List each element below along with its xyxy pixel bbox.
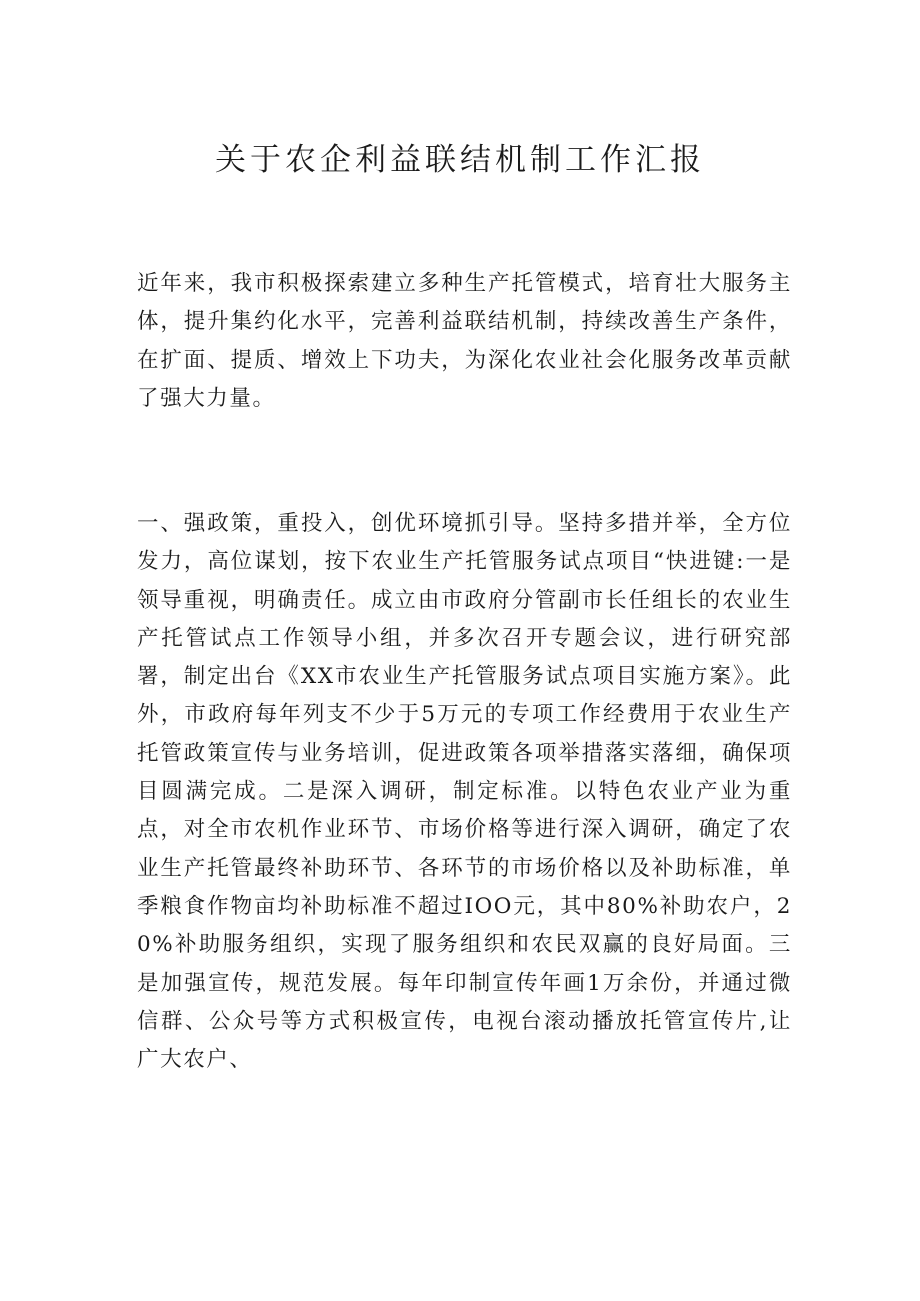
document-title: 关于农企利益联结机制工作汇报 (215, 142, 705, 178)
paragraph-section-1: 一、强政策，重投入，创优环境抓引导。坚持多措并举，全方位发力，高位谋划，按下农业生产托管服务试点项目“快进键:一是领导重视，明确责任。成立由市政府分管副市长任组长的农业生产托管试点工作领导小组，并多次召开专题会议，进行研究部署，制定出台《XX市农业生产托管服务试点项目实施方案》。此外，市政府每年列支不少于5万元的专项工作经费用于农业生产托管政策宣传与业务培训，促进政策各项举措落实落细，确保项目圆满完成。二是深入调研，制定标准。以特色农业产业为重点，对全市农机作业环节、市场价格等进行深入调研，确定了农业生产托管最终补助环节、各环节的市场价格以及补助标准，单季粮食作物亩均补助标准不超过IOO元，其中80%补助农户，20%补助服务组织，实现了服务组织和农民双赢的良好局面。三是加强宣传，规范发展。每年印制宣传年画1万余份，并通过微信群、公众号等方式积极宣传，电视台滚动播放托管宣传片,让广大农户、 (137, 511, 792, 1073)
paragraph-intro: 近年来，我市积极探索建立多种生产托管模式，培育壮大服务主体，提升集约化水平，完善利益联结机制，持续改善生产条件，在扩面、提质、增效上下功夫，为深化农业社会化服务改革贡献了强大力量。 (137, 271, 792, 411)
